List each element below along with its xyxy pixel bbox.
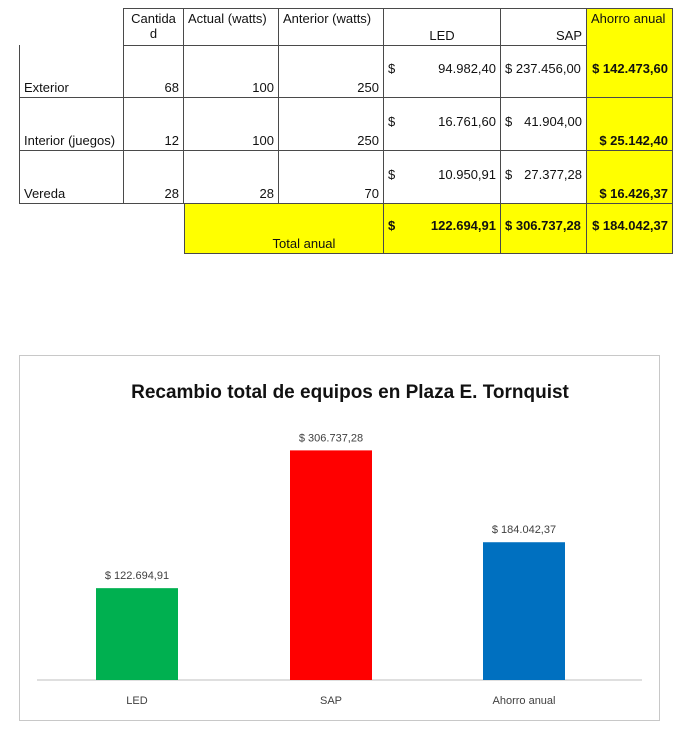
sap-value: 41.904,00: [524, 114, 582, 129]
ahorro-exterior: [587, 45, 673, 98]
currency-symbol: $: [505, 114, 513, 129]
ahorro-value: $ 25.142,40: [599, 133, 668, 148]
currency-symbol: $: [505, 167, 513, 182]
anterior-exterior: 250: [279, 45, 384, 98]
currency-symbol: $: [388, 114, 396, 129]
led-vereda: [384, 151, 501, 204]
x-tick-label: SAP: [319, 695, 343, 707]
total-label-cell: [184, 204, 384, 254]
header-actual: Actual (watts): [184, 8, 279, 46]
x-tick-label: Ahorro anual: [492, 695, 556, 707]
sap-interior: [501, 98, 587, 151]
sap-vereda: [501, 151, 587, 204]
cantidad-exterior: 68: [123, 45, 184, 98]
row-label-vereda: Vereda: [19, 151, 124, 204]
currency-symbol: $: [388, 61, 396, 76]
header-ahorro: Ahorro anual: [587, 8, 673, 46]
total-sap: [501, 204, 587, 254]
actual-interior: 100: [184, 98, 279, 151]
ahorro-vereda: [587, 151, 673, 204]
sap-exterior: [501, 45, 587, 98]
bar-ahorro-anual: [483, 542, 565, 680]
led-value: 10.950,91: [438, 167, 496, 182]
header-cantidad: Cantidad: [123, 8, 184, 46]
chart-title: Recambio total de equipos en Plaza E. Tornquist: [131, 382, 569, 403]
header-sap: SAP: [501, 8, 587, 46]
led-value: 16.761,60: [438, 114, 496, 129]
header-anterior: Anterior (watts): [279, 8, 384, 46]
data-label: $ 184.042,37: [491, 524, 557, 537]
sap-value: $ 306.737,28: [505, 218, 581, 233]
bar-sap: [290, 450, 372, 680]
bars-group: [96, 432, 565, 707]
actual-vereda: 28: [184, 151, 279, 204]
chart-canvas: [20, 356, 659, 720]
led-value: 122.694,91: [430, 218, 496, 233]
total-label: Total anual: [272, 236, 336, 251]
ahorro-interior: [587, 98, 673, 151]
currency-symbol: $: [388, 167, 396, 182]
bar-led: [96, 588, 178, 680]
sap-value: $ 237.456,00: [505, 61, 581, 76]
currency-symbol: $: [388, 218, 396, 233]
led-interior: [384, 98, 501, 151]
total-ahorro: [587, 204, 673, 254]
bar-chart: [19, 355, 660, 721]
row-label-interior: Interior (juegos): [19, 98, 124, 151]
sap-value: 27.377,28: [524, 167, 582, 182]
ahorro-value: $ 142.473,60: [592, 61, 668, 76]
actual-exterior: 100: [184, 45, 279, 98]
x-tick-label: LED: [126, 695, 148, 707]
data-label: $ 306.737,28: [298, 432, 364, 445]
led-exterior: [384, 45, 501, 98]
cantidad-vereda: 28: [123, 151, 184, 204]
row-label-exterior: Exterior: [19, 45, 124, 98]
ahorro-value: $ 16.426,37: [599, 186, 668, 201]
ahorro-value: $ 184.042,37: [592, 218, 668, 233]
anterior-vereda: 70: [279, 151, 384, 204]
anterior-interior: 250: [279, 98, 384, 151]
cantidad-interior: 12: [123, 98, 184, 151]
led-value: 94.982,40: [438, 61, 496, 76]
data-label: $ 122.694,91: [104, 570, 170, 583]
header-led: LED: [384, 8, 501, 46]
cost-table: [0, 0, 689, 260]
total-led: [384, 204, 501, 254]
